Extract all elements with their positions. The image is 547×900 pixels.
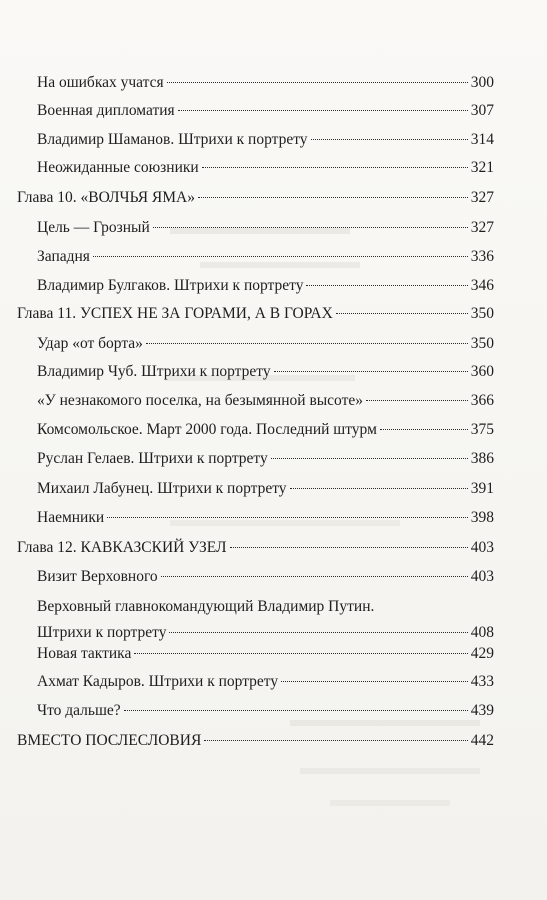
toc-entry-page: 375 (470, 421, 494, 438)
dot-leader (169, 632, 467, 633)
toc-chapter-entry[interactable] (17, 303, 494, 325)
toc-entry[interactable] (37, 246, 494, 268)
toc-entry-page: 307 (470, 102, 494, 119)
toc-entry[interactable] (37, 643, 494, 665)
toc-entry-multiline[interactable] (37, 596, 494, 644)
toc-entry-page: 386 (470, 450, 494, 467)
toc-entry-page: 429 (470, 645, 494, 662)
dot-leader (380, 429, 468, 430)
toc-entry[interactable] (37, 419, 494, 441)
toc-entry[interactable] (37, 478, 494, 500)
toc-entry[interactable] (37, 390, 494, 412)
toc-entry-page: 442 (470, 732, 494, 749)
toc-entry-page: 346 (470, 277, 494, 294)
toc-entry-page: 398 (470, 509, 494, 526)
toc-entry-page: 360 (470, 363, 494, 380)
dot-leader (107, 517, 468, 518)
toc-entry-page: 403 (470, 539, 494, 556)
dot-leader (311, 139, 468, 140)
toc-entry-title: Владимир Чуб. Штрихи к портрету (37, 363, 271, 380)
dot-leader (198, 197, 468, 198)
dot-leader (230, 547, 468, 548)
toc-entry-title: Удар «от борта» (37, 335, 143, 352)
toc-entry[interactable] (37, 448, 494, 470)
toc-entry[interactable] (37, 157, 494, 179)
toc-chapter-title: Глава 10. «ВОЛЧЬЯ ЯМА» (17, 189, 195, 206)
toc-entry-page: 314 (470, 131, 494, 148)
toc-entry-title: Новая тактика (37, 645, 132, 662)
toc-entry[interactable] (37, 700, 494, 722)
toc-entry-page: 336 (470, 248, 494, 265)
dot-leader (202, 167, 468, 168)
toc-entry-page: 327 (470, 219, 494, 236)
toc-entry[interactable] (37, 566, 494, 588)
dot-leader (161, 576, 468, 577)
toc-entry-page: 433 (470, 673, 494, 690)
toc-entry-title: Что дальше? (37, 702, 121, 719)
toc-entry-page: 350 (470, 305, 494, 322)
toc-entry[interactable] (37, 671, 494, 693)
toc-entry-title: Михаил Лабунец. Штрихи к портрету (37, 480, 287, 497)
toc-chapter-title: Глава 11. УСПЕХ НЕ ЗА ГОРАМИ, А В ГОРАХ (17, 305, 333, 322)
toc-entry-title: «У незнакомого поселка, на безымянной высоте» (37, 392, 363, 409)
dot-leader (134, 653, 467, 654)
dot-leader (290, 488, 468, 489)
toc-entry-page: 327 (470, 189, 494, 206)
toc-entry-page: 391 (470, 480, 494, 497)
toc-entry-page: 408 (470, 624, 494, 641)
toc-entry-title: Неожиданные союзники (37, 159, 199, 176)
toc-entry-page: 366 (470, 392, 494, 409)
toc-entry-title: Цель — Грозный (37, 219, 150, 236)
toc-entry-title: Ахмат Кадыров. Штрихи к портрету (37, 673, 279, 690)
toc-entry[interactable] (37, 217, 494, 239)
toc-chapter-title: ВМЕСТО ПОСЛЕСЛОВИЯ (17, 732, 202, 749)
dot-leader (366, 400, 468, 401)
toc-entry-page: 321 (470, 159, 494, 176)
toc-entry-title: Визит Верховного (37, 568, 158, 585)
dot-leader (274, 371, 468, 372)
toc-entry-title: Руслан Гелаев. Штрихи к портрету (37, 450, 268, 467)
toc-chapter-entry[interactable] (17, 187, 494, 209)
dot-leader (204, 740, 467, 741)
toc-entry-title: На ошибках учатся (37, 74, 164, 91)
dot-leader (306, 285, 467, 286)
toc-entry-title: Западня (37, 248, 90, 265)
toc-entry-title: Комсомольское. Март 2000 года. Последний штурм (37, 421, 377, 438)
toc-entry[interactable] (37, 275, 494, 297)
toc-entry-title: Владимир Шаманов. Штрихи к портрету (37, 131, 308, 148)
toc-entry-title: Владимир Булгаков. Штрихи к портрету (37, 277, 304, 294)
toc-chapter-entry[interactable] (17, 730, 494, 752)
toc-entry[interactable] (37, 129, 494, 151)
toc-entry-page: 403 (470, 568, 494, 585)
dot-leader (153, 227, 468, 228)
toc-entry-title-line1: Верховный главнокомандующий Владимир Путин. (37, 598, 375, 615)
toc-entry[interactable] (37, 100, 494, 122)
dot-leader (124, 710, 468, 711)
toc-chapter-title: Глава 12. КАВКАЗСКИЙ УЗЕЛ (17, 539, 227, 556)
toc-entry-page: 439 (470, 702, 494, 719)
dot-leader (93, 256, 468, 257)
toc-entry[interactable] (37, 72, 494, 94)
dot-leader (167, 82, 468, 83)
toc-chapter-entry[interactable] (17, 537, 494, 559)
dot-leader (146, 343, 468, 344)
dot-leader (336, 313, 468, 314)
toc-entry-page: 300 (470, 74, 494, 91)
toc-entry-page: 350 (470, 335, 494, 352)
toc-entry[interactable] (37, 507, 494, 529)
toc-entry-title: Наемники (37, 509, 105, 526)
toc-entry-title: Военная дипломатия (37, 102, 175, 119)
toc-entry[interactable] (37, 361, 494, 383)
dot-leader (271, 458, 468, 459)
toc-entry[interactable] (37, 333, 494, 355)
dot-leader (178, 110, 468, 111)
toc-entry-title: Штрихи к портрету (37, 624, 167, 641)
dot-leader (281, 681, 468, 682)
